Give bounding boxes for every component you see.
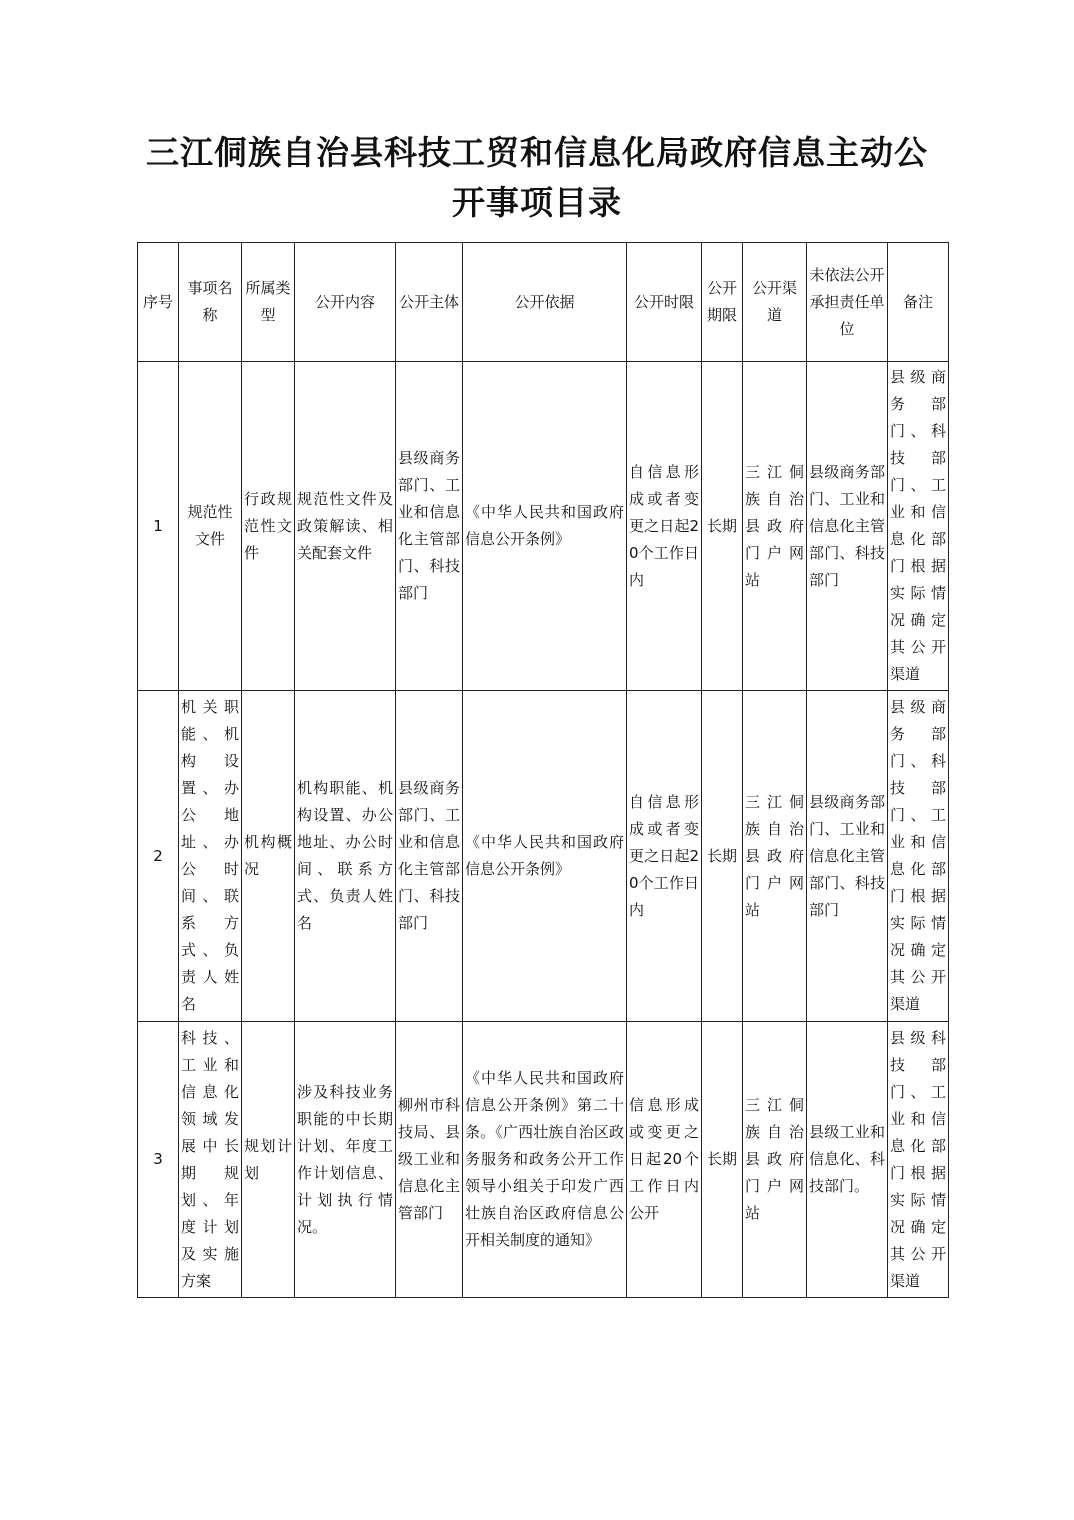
header-period: 公开期限 [702,243,743,362]
header-remark: 备注 [888,243,949,362]
header-time-limit: 公开时限 [627,243,702,362]
header-name: 事项名称 [179,243,242,362]
document-title [0,128,1074,228]
cell-subject: 县级商务部门、工业和信息化主管部门、科技部门 [396,691,463,1022]
title-line-2: 开事项目录 [452,183,622,222]
cell-name: 科技、工业和信息化领域发展中长期规划、年度计划及实施方案 [179,1022,242,1298]
table-row [138,691,949,1022]
cell-subject: 县级商务部门、工业和信息化主管部门、科技部门 [396,362,463,691]
header-content: 公开内容 [295,243,396,362]
table-header-row [138,243,949,362]
header-subject: 公开主体 [396,243,463,362]
cell-no: 3 [138,1022,179,1298]
cell-time-limit: 自信息形成或者变更之日起20个工作日内 [627,362,702,691]
cell-time-limit: 信息形成或变更之日起20个工作日内公开 [627,1022,702,1298]
cell-channel: 三江侗族自治县政府门户网站 [743,362,807,691]
cell-type: 规划计划 [242,1022,295,1298]
table-row [138,362,949,691]
cell-period: 长期 [702,691,743,1022]
cell-name: 规范性文件 [179,362,242,691]
cell-content: 涉及科技业务职能的中长期计划、年度工作计划信息、计划执行情况。 [295,1022,396,1298]
cell-responsible: 县级商务部门、工业和信息化主管部门、科技部门 [807,691,888,1022]
cell-channel: 三江侗族自治县政府门户网站 [743,691,807,1022]
cell-remark: 县级商务部门、科技部门、工业和信息化部门根据实际情况确定其公开渠道 [888,362,949,691]
header-basis: 公开依据 [463,243,627,362]
cell-time-limit: 自信息形成或者变更之日起20个工作日内 [627,691,702,1022]
title-line-1: 三江侗族自治县科技工贸和信息化局政府信息主动公 [146,133,928,172]
cell-basis: 《中华人民共和国政府信息公开条例》 [463,362,627,691]
cell-remark: 县级科技部门、工业和信息化部门根据实际情况确定其公开渠道 [888,1022,949,1298]
cell-basis: 《中华人民共和国政府信息公开条例》 [463,691,627,1022]
cell-responsible: 县级商务部门、工业和信息化主管部门、科技部门 [807,362,888,691]
cell-no: 2 [138,691,179,1022]
cell-name: 机关职能、机构设置、办公地址、办公时间、联系方式、负责人姓名 [179,691,242,1022]
cell-responsible: 县级工业和信息化、科技部门。 [807,1022,888,1298]
cell-content: 规范性文件及政策解读、相关配套文件 [295,362,396,691]
disclosure-catalog-table [137,242,949,1298]
table-row [138,1022,949,1298]
cell-content: 机构职能、机构设置、办公地址、办公时间、联系方式、负责人姓名 [295,691,396,1022]
cell-period: 长期 [702,362,743,691]
cell-subject: 柳州市科技局、县级工业和信息化主管部门 [396,1022,463,1298]
cell-channel: 三江侗族自治县政府门户网站 [743,1022,807,1298]
cell-remark: 县级商务部门、科技部门、工业和信息化部门根据实际情况确定其公开渠道 [888,691,949,1022]
cell-no: 1 [138,362,179,691]
header-no: 序号 [138,243,179,362]
header-type: 所属类型 [242,243,295,362]
cell-type: 机构概况 [242,691,295,1022]
header-responsible: 未依法公开 承担责任单位 [807,243,888,362]
cell-basis: 《中华人民共和国政府信息公开条例》第二十条。《广西壮族自治区政务服务和政务公开工作领导小组关于印发广西壮族自治区政府信息公开相关制度的通知》 [463,1022,627,1298]
header-channel: 公开渠道 [743,243,807,362]
cell-period: 长期 [702,1022,743,1298]
cell-type: 行政规范性文件 [242,362,295,691]
